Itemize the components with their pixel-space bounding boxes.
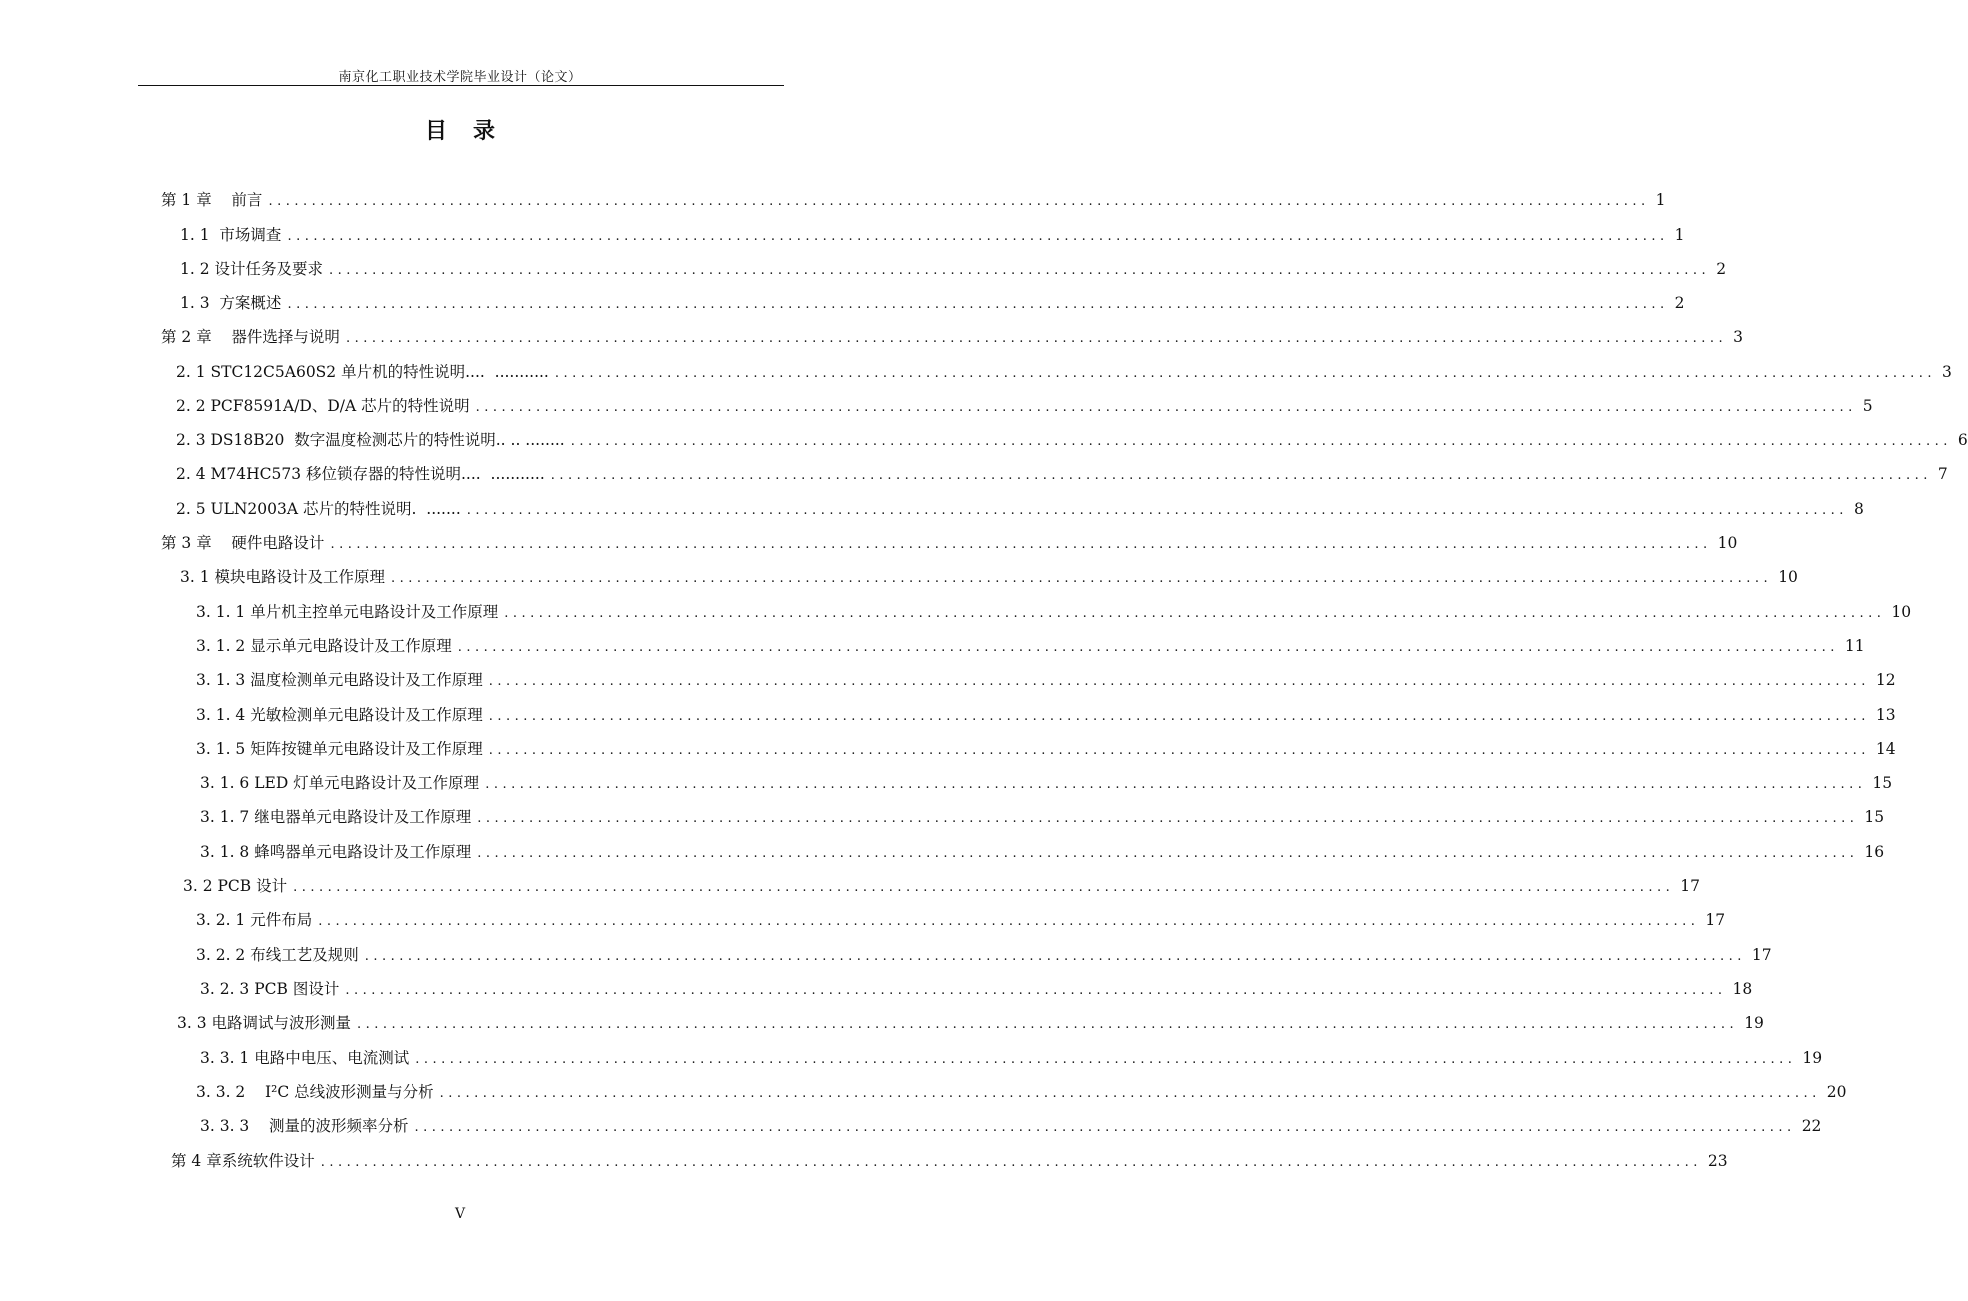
dot-leader: ................................................................................................................................................................ (477, 811, 1859, 826)
dot-leader: ................................................................................................................................................................ (475, 400, 1857, 415)
toc-entry-label: 3. 2 PCB 设计 (183, 877, 288, 895)
dot-leader: ................................................................................................................................................................ (457, 640, 1839, 655)
toc-entry-page: 16 (1864, 843, 1885, 861)
toc-entry[interactable] (0, 1080, 1847, 1104)
dot-leader: ................................................................................................................................................................ (488, 743, 1870, 758)
toc-entry[interactable] (0, 703, 1896, 727)
running-header: 南京化工职业技术学院毕业设计（论文） (338, 70, 582, 85)
dot-leader: ................................................................................................................................................................ (570, 434, 1952, 449)
toc-entry-label: 2. 4 M74HC573 移位锁存器的特性说明.... ........... (176, 465, 545, 483)
toc-entry-page: 7 (1937, 465, 1948, 483)
dot-leader: ................................................................................................................................................................ (293, 880, 1675, 895)
toc-entry-page: 3 (1942, 363, 1952, 381)
toc-entry-page: 1 (1674, 226, 1685, 244)
toc-entry[interactable] (0, 943, 1772, 967)
toc-entry-page: 22 (1801, 1117, 1822, 1135)
toc-entry-page: 23 (1707, 1152, 1728, 1170)
toc-entry-label: 3. 3. 2 I²C 总线波形测量与分析 (196, 1083, 434, 1101)
toc-entry-label: 3. 1. 4 光敏检测单元电路设计及工作原理 (196, 706, 483, 724)
toc-entry-label: 3. 3 电路调试与波形测量 (177, 1014, 352, 1032)
dot-leader: ................................................................................................................................................................ (414, 1120, 1796, 1135)
toc-entry-page: 10 (1778, 568, 1798, 586)
toc-entry-page: 20 (1826, 1083, 1847, 1101)
toc-entry-page: 17 (1705, 911, 1726, 929)
dot-leader: ................................................................................................................................................................ (287, 297, 1669, 312)
toc-entry-label: 第 2 章 器件选择与说明 (161, 328, 340, 346)
toc-entry-label: 第 3 章 硬件电路设计 (161, 534, 325, 552)
toc-entry-label: 3. 1 模块电路设计及工作原理 (180, 568, 386, 586)
toc-entry-page: 17 (1751, 946, 1772, 964)
toc-entry-label: 第 4 章系统软件设计 (171, 1152, 315, 1170)
toc-entry-page: 19 (1744, 1014, 1764, 1032)
dot-leader: ................................................................................................................................................................ (318, 914, 1700, 929)
dot-leader: ................................................................................................................................................................ (320, 1155, 1702, 1170)
toc-entry-page: 11 (1844, 637, 1865, 655)
dot-leader: ................................................................................................................................................................ (391, 571, 1773, 586)
dot-leader: ................................................................................................................................................................ (550, 468, 1932, 483)
toc-entry-page: 3 (1733, 328, 1743, 346)
page-number: V (454, 1206, 466, 1222)
dot-leader: ................................................................................................................................................................ (477, 846, 1859, 861)
toc-entry[interactable] (0, 908, 1726, 932)
toc-entry-label: 3. 1. 8 蜂鸣器单元电路设计及工作原理 (200, 843, 472, 861)
toc-entry-label: 3. 2. 3 PCB 图设计 (200, 980, 340, 998)
toc-entry-page: 10 (1717, 534, 1738, 552)
toc-entry-page: 5 (1862, 397, 1873, 415)
toc-entry-page: 15 (1872, 774, 1893, 792)
toc-entry-label: 3. 2. 2 布线工艺及规则 (196, 946, 359, 964)
dot-leader: ................................................................................................................................................................ (485, 777, 1867, 792)
toc-entry-label: 2. 2 PCF8591A/D、D/A 芯片的特性说明 (176, 397, 470, 415)
dot-leader: ................................................................................................................................................................ (466, 503, 1848, 518)
dot-leader: ................................................................................................................................................................ (329, 263, 1711, 278)
toc-entry-label: 3. 1. 6 LED 灯单元电路设计及工作原理 (200, 774, 480, 792)
toc-entry[interactable] (0, 188, 1666, 212)
toc-entry[interactable] (0, 223, 1685, 247)
toc-entry[interactable] (0, 634, 1865, 658)
toc-entry[interactable] (0, 737, 1896, 761)
toc-entry[interactable] (0, 1046, 1823, 1070)
toc-entry-page: 15 (1864, 808, 1885, 826)
toc-entry[interactable] (0, 394, 1873, 418)
toc-entry[interactable] (0, 565, 1798, 589)
toc-entry-page: 12 (1875, 671, 1896, 689)
toc-entry-label: 3. 1. 5 矩阵按键单元电路设计及工作原理 (196, 740, 483, 758)
toc-entry[interactable] (0, 874, 1701, 898)
toc-entry[interactable] (0, 325, 1743, 349)
dot-leader: ................................................................................................................................................................ (554, 366, 1937, 381)
toc-entry-label: 3. 3. 1 电路中电压、电流测试 (200, 1049, 410, 1067)
toc-entry-label: 3. 1. 2 显示单元电路设计及工作原理 (196, 637, 452, 655)
toc-entry-label: 第 1 章 前言 (161, 191, 263, 209)
toc-entry-page: 17 (1680, 877, 1701, 895)
toc-entry-label: 3. 1. 3 温度检测单元电路设计及工作原理 (196, 671, 483, 689)
toc-entry[interactable] (0, 668, 1896, 692)
dot-leader: ................................................................................................................................................................ (357, 1017, 1739, 1032)
toc-entry-page: 6 (1957, 431, 1968, 449)
toc-entry-page: 10 (1891, 603, 1912, 621)
toc-entry-label: 3. 2. 1 元件布局 (196, 911, 313, 929)
toc-entry-page: 1 (1655, 191, 1666, 209)
toc-entry[interactable] (0, 257, 1727, 281)
toc-entry-page: 2 (1716, 260, 1727, 278)
toc-entry[interactable] (0, 428, 1968, 452)
toc-entry[interactable] (0, 531, 1738, 555)
toc-entry[interactable] (0, 1114, 1822, 1138)
toc-entry[interactable] (0, 1149, 1728, 1173)
toc-entry[interactable] (0, 805, 1885, 829)
toc-entry[interactable] (0, 1011, 1764, 1035)
toc-entry-page: 8 (1853, 500, 1864, 518)
toc-entry-label: 2. 5 ULN2003A 芯片的特性说明. ....... (176, 500, 461, 518)
toc-entry-page: 19 (1802, 1049, 1823, 1067)
dot-leader: ................................................................................................................................................................ (268, 194, 1650, 209)
dot-leader: ................................................................................................................................................................ (345, 331, 1728, 346)
dot-leader: ................................................................................................................................................................ (287, 229, 1669, 244)
toc-entry-page: 14 (1875, 740, 1896, 758)
toc-entry[interactable] (0, 462, 1948, 486)
dot-leader: ................................................................................................................................................................ (364, 949, 1746, 964)
toc-entry-label: 1. 2 设计任务及要求 (180, 260, 324, 278)
dot-leader: ................................................................................................................................................................ (415, 1052, 1797, 1067)
toc-entry-page: 18 (1732, 980, 1753, 998)
dot-leader: ................................................................................................................................................................ (345, 983, 1727, 998)
toc-entry[interactable] (0, 840, 1885, 864)
dot-leader: ................................................................................................................................................................ (330, 537, 1712, 552)
toc-entry[interactable] (0, 291, 1685, 315)
toc-entry[interactable] (0, 497, 1864, 521)
toc-title: 目录 (424, 119, 521, 144)
toc-entry-label: 3. 3. 3 测量的波形频率分析 (200, 1117, 409, 1135)
toc-entry-page: 2 (1674, 294, 1685, 312)
dot-leader: ................................................................................................................................................................ (504, 606, 1886, 621)
toc-entry-label: 1. 3 方案概述 (180, 294, 282, 312)
toc-entry-label: 1. 1 市场调查 (180, 226, 282, 244)
toc-entry-label: 2. 1 STC12C5A60S2 单片机的特性说明.... ........... (176, 363, 549, 381)
toc-entry[interactable] (0, 360, 1952, 384)
toc-entry-label: 2. 3 DS18B20 数字温度检测芯片的特性说明.. .. ........ (176, 431, 565, 449)
toc-entry-page: 13 (1875, 706, 1896, 724)
toc-entry[interactable] (0, 977, 1753, 1001)
dot-leader: ................................................................................................................................................................ (488, 709, 1870, 724)
dot-leader: ................................................................................................................................................................ (488, 674, 1870, 689)
toc-entry[interactable] (0, 771, 1893, 795)
dot-leader: ................................................................................................................................................................ (439, 1086, 1821, 1101)
header-rule (138, 85, 784, 86)
toc-entry[interactable] (0, 600, 1912, 624)
toc-entry-label: 3. 1. 7 继电器单元电路设计及工作原理 (200, 808, 472, 826)
toc-entry-label: 3. 1. 1 单片机主控单元电路设计及工作原理 (196, 603, 499, 621)
